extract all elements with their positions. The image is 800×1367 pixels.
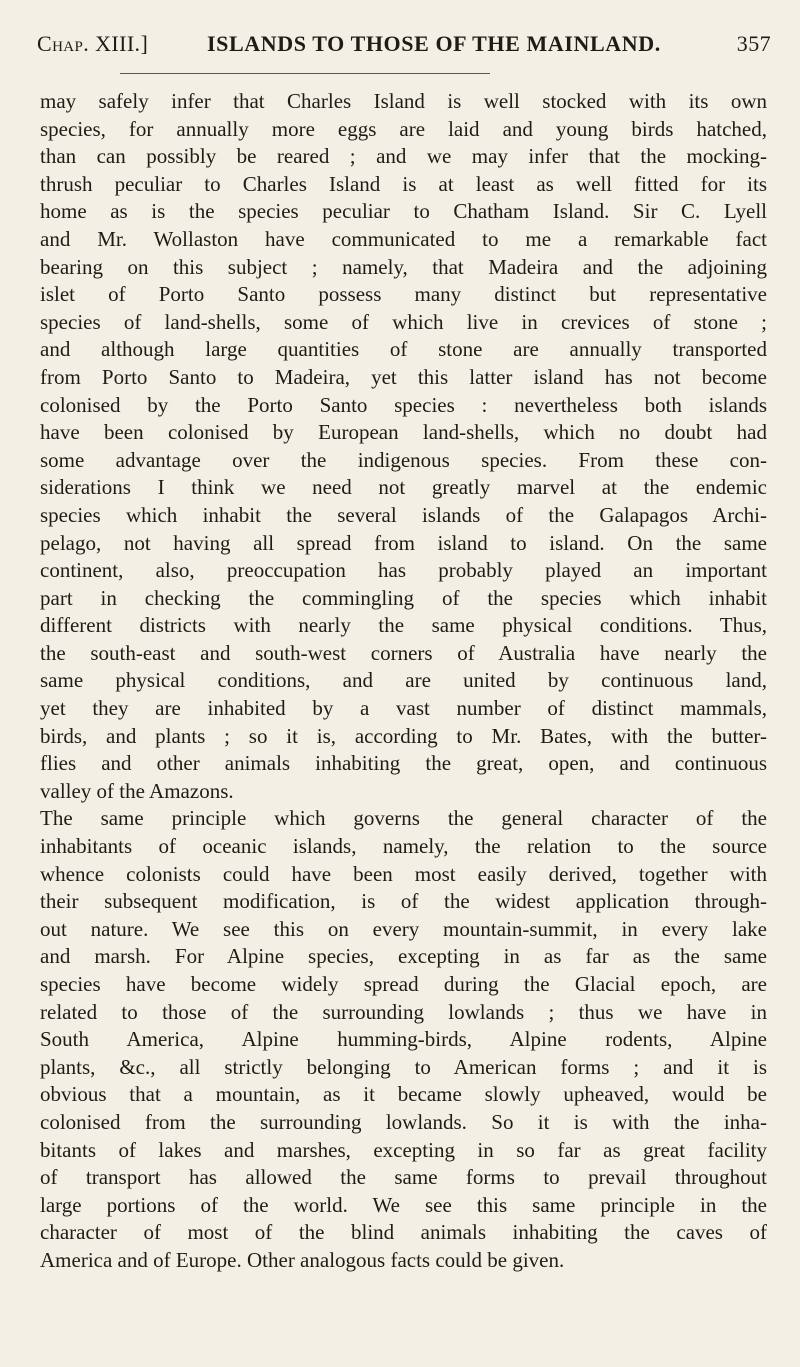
running-title: ISLANDS TO THOSE OF THE MAINLAND. [207, 31, 661, 56]
text-line: birds, and plants ; so it is, according to Mr. Bates, with the butter- [40, 723, 767, 748]
text-line: continent, also, preoccupation has probably played an important [40, 558, 767, 583]
text-line: some advantage over the indigenous species. From these con- [40, 447, 767, 472]
header-rule [120, 73, 490, 74]
text-line: bearing on this subject ; namely, that Madeira and the adjoining [40, 254, 767, 279]
text-line: same physical conditions, and are united by continuous land, [40, 668, 767, 693]
text-line: character of most of the blind animals inhabiting the caves of [40, 1220, 767, 1245]
text-line: part in checking the commingling of the species which inhabit [40, 585, 767, 610]
text-line: South America, Alpine humming-birds, Alpine rodents, Alpine [40, 1027, 767, 1052]
text-line: and Mr. Wollaston have communicated to me a remarkable fact [40, 226, 767, 251]
running-head [37, 26, 771, 62]
text-line: colonised from the surrounding lowlands. So it is with the inha- [40, 1109, 767, 1134]
text-line: species which inhabit the several islands of the Galapagos Archi- [40, 502, 767, 527]
page-number: 357 [736, 31, 771, 56]
text-line: yet they are inhabited by a vast number of distinct mammals, [40, 696, 767, 721]
text-line: species, for annually more eggs are laid and young birds hatched, [40, 116, 767, 141]
text-line: pelago, not having all spread from island to island. On the same [40, 530, 767, 555]
text-line: may safely infer that Charles Island is well stocked with its own [40, 89, 767, 113]
text-line: from Porto Santo to Madeira, yet this latter island has not become [40, 364, 767, 389]
text-line: the south-east and south-west corners of Australia have nearly the [40, 640, 767, 665]
text-line: The same principle which governs the general character of the [40, 806, 767, 831]
text-line: of transport has allowed the same forms to prevail throughout [40, 1165, 767, 1190]
text-line: their subsequent modification, is of the widest application through- [40, 889, 767, 914]
text-line: America and of Europe. Other analogous facts could be given. [40, 1247, 565, 1272]
text-line: species have become widely spread during the Glacial epoch, are [40, 972, 767, 996]
text-line: whence colonists could have been most easily derived, together with [40, 861, 767, 886]
text-line: siderations I think we need not greatly marvel at the endemic [40, 475, 767, 500]
chapter-label: Chap. XIII.] [37, 31, 149, 56]
paragraph [40, 88, 767, 805]
text-line: have been colonised by European land-shells, which no doubt had [40, 420, 767, 445]
text-line: home as is the species peculiar to Chatham Island. Sir C. Lyell [40, 199, 767, 224]
text-line: islet of Porto Santo possess many distinct but representative [40, 282, 767, 307]
text-line: and marsh. For Alpine species, excepting in as far as the same [40, 944, 767, 969]
text-line: plants, &c., all strictly belonging to American forms ; and it is [40, 1054, 767, 1079]
text-line: thrush peculiar to Charles Island is at least as well fitted for its [40, 171, 767, 196]
text-line: out nature. We see this on every mountain-summit, in every lake [40, 916, 767, 941]
text-line: species of land-shells, some of which live in crevices of stone ; [40, 309, 767, 334]
text-line: large portions of the world. We see this same principle in the [40, 1192, 767, 1217]
paragraph [40, 805, 767, 1274]
text-line: different districts with nearly the same physical conditions. Thus, [40, 613, 767, 638]
text-line: than can possibly be reared ; and we may infer that the mocking- [40, 144, 767, 169]
text-line: obvious that a mountain, as it became slowly upheaved, would be [40, 1082, 767, 1107]
body-text [40, 88, 767, 1275]
text-line: bitants of lakes and marshes, excepting in so far as great facility [40, 1137, 767, 1162]
text-line: flies and other animals inhabiting the great, open, and continuous [40, 751, 767, 776]
text-line: related to those of the surrounding lowlands ; thus we have in [40, 999, 767, 1024]
text-line: colonised by the Porto Santo species : nevertheless both islands [40, 392, 767, 417]
text-line: valley of the Amazons. [40, 778, 234, 803]
text-line: and although large quantities of stone are annually transported [40, 337, 767, 362]
text-line: inhabitants of oceanic islands, namely, the relation to the source [40, 834, 767, 859]
